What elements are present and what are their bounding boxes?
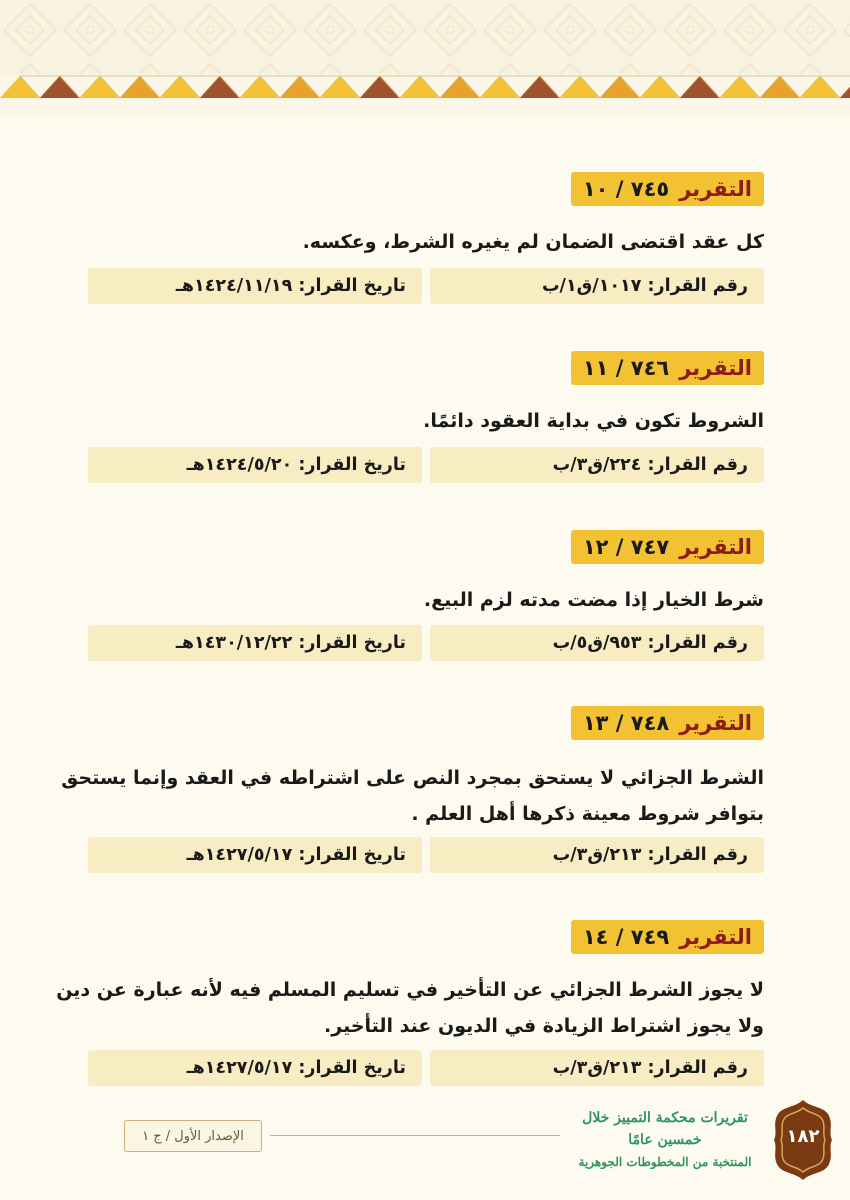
entry-title [571,351,764,385]
entry-text [84,224,764,260]
entry-text-line: شرط الخيار إذا مضت مدته لزم البيع. [423,589,764,611]
entry-text-line: لا يجوز الشرط الجزائي عن التأخير في تسليم المسلم فيه لأنه عبارة عن دين [56,979,764,1001]
footer-divider [270,1135,560,1136]
entry-text-line: بتوافر شروط معينة ذكرها أهل العلم . [411,803,764,825]
decision-number: رقم القرار: ٢٢٤/ق٣/ب [430,447,764,483]
page-number-badge [772,1098,834,1182]
entry-text [84,403,764,439]
entry-title [571,920,764,954]
decision-number: رقم القرار: ٩٥٣/ق٥/ب [430,625,764,661]
entry-title-label: التقرير [679,711,752,735]
entry-title [571,172,764,206]
entry-text-line: الشرط الجزائي لا يستحق بمجرد النص على اشتراطه في العقد وإنما يستحق [61,767,764,789]
entry-title-number: ٧٤٦ / ١١ [582,356,670,380]
entry-text-line: كل عقد اقتضى الضمان لم يغيره الشرط، وعكسه. [302,231,764,253]
entry-title-number: ٧٤٥ / ١٠ [582,177,670,201]
entry-title-label: التقرير [679,177,752,201]
entry-title-label: التقرير [679,925,752,949]
entry-text [61,760,764,832]
decision-date: تاريخ القرار: ١٤٢٧/٥/١٧هـ [88,837,422,873]
decision-number: رقم القرار: ٢١٣/ق٣/ب [430,837,764,873]
decision-date: تاريخ القرار: ١٤٢٤/٥/٢٠هـ [88,447,422,483]
entry-text [56,972,764,1044]
entry-title-label: التقرير [679,356,752,380]
decision-date: تاريخ القرار: ١٤٢٧/٥/١٧هـ [88,1050,422,1086]
book-subtitle-line: المنتخبة من المخطوطات الجوهرية [578,1155,752,1169]
entry-title [571,706,764,740]
entry-title-number: ٧٤٨ / ١٣ [582,711,670,735]
entry-title-number: ٧٤٧ / ١٢ [582,535,670,559]
decision-number: رقم القرار: ١٠١٧/ق١/ب [430,268,764,304]
decision-date: تاريخ القرار: ١٤٢٤/١١/١٩هـ [88,268,422,304]
entry-text-line: الشروط تكون في بداية العقود دائمًا. [423,410,764,432]
book-title-line: تقريرات محكمة التمييز خلال خمسين عامًا [582,1110,748,1148]
entry-title-label: التقرير [679,535,752,559]
book-title-logo [565,1110,765,1170]
decision-number: رقم القرار: ٢١٣/ق٣/ب [430,1050,764,1086]
entry-title [571,530,764,564]
footer-volume-label: الإصدار الأول / ج ١ [124,1120,262,1152]
entry-text [84,582,764,618]
entry-title-number: ٧٤٩ / ١٤ [582,925,670,949]
entry-text-line: ولا يجوز اشتراط الزيادة في الديون عند التأخير. [324,1015,764,1037]
page-number: ١٨٢ [786,1126,820,1147]
decision-date: تاريخ القرار: ١٤٣٠/١٢/٢٢هـ [88,625,422,661]
